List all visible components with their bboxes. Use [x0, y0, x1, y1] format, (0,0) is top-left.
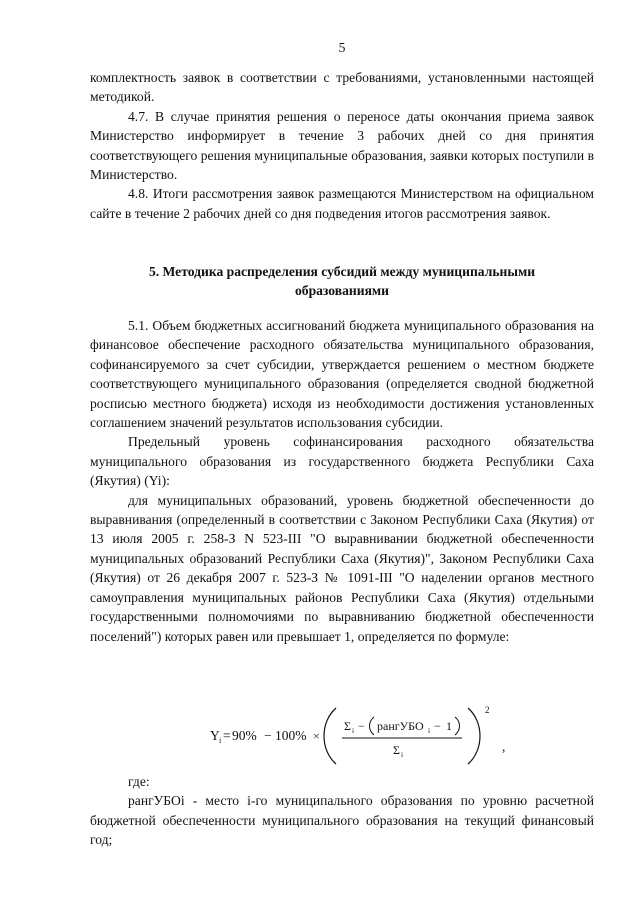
rank-minus: − — [434, 719, 441, 733]
definitions — [90, 772, 594, 850]
formula-term1: 90% — [232, 728, 257, 743]
formula-lhs-sub: i — [219, 736, 222, 745]
outer-left-paren — [324, 708, 336, 764]
num-minus: − — [358, 719, 365, 733]
paragraph-conditions: для муниципальных образований, уровень бюджетной обеспеченности до выравнивания (определенный в соответствии с Законом Республики Саха (Якутия) от 13 июля 2005 г. 258-З N 523-III "О выравнивании бюджетной обеспеченности муниципальных образований Республики Саха (Якутия)", Законом Республики Саха (Якутия) от 26 декабря 2007 г. 523-З № 1091-III "О наделении органов местного самоуправления муниципальных районов Республики Саха (Якутия) отдельными государственными полномочиями по выравниванию бюджетной обеспеченности поселений") которых равен или превышает 1, определяется по формуле: — [90, 492, 594, 644]
formula — [90, 698, 594, 768]
den-sigma-sub: i — [401, 750, 404, 759]
paragraph-4-8: 4.8. Итоги рассмотрения заявок размещаются Министерством на официальном сайте в течение 2 рабочих дней со дня подведения итогов рассмотрения заявок. — [90, 186, 594, 221]
section-heading-wrap — [108, 262, 576, 300]
num-sigma: Σ — [344, 719, 351, 733]
formula-equals: = — [223, 728, 231, 743]
formula-power: 2 — [485, 705, 490, 715]
definition-rank: рангУБОi - место i-го муниципального образования по уровню расчетной бюджетной обеспеченности муниципального образования на текущий финансовый год; — [90, 793, 594, 848]
outer-right-paren — [468, 708, 480, 764]
section-heading: 5. Методика распределения субсидий между муниципальными образованиями — [148, 264, 536, 298]
top-paragraphs — [90, 68, 594, 223]
formula-times: × — [313, 729, 320, 743]
formula-term2: 100% — [275, 728, 307, 743]
paragraph-continuation: комплектность заявок в соответствии с требованиями, установленными настоящей методикой. — [90, 70, 594, 105]
inner-left-paren — [370, 717, 375, 735]
num-sigma-sub: i — [352, 726, 355, 735]
paragraph-limit-level: Предельный уровень софинансирования расходного обязательства муниципального образования из государственного бюджета Республики Саха (Якутия) (Yi): — [90, 434, 594, 489]
rank-sub: i — [428, 726, 431, 735]
inner-right-paren — [455, 717, 460, 735]
formula-lhs: Y — [210, 728, 220, 743]
paragraph-4-7: 4.7. В случае принятия решения о переносе даты окончания приема заявок Министерство информирует в течение 3 рабочих дней со дня принятия соответствующего решения муниципальные образования, заявки которых поступили в Министерство. — [90, 108, 594, 183]
page-number: 5 — [338, 40, 346, 55]
formula-trailing-comma: , — [502, 739, 506, 754]
rank-one: 1 — [446, 719, 452, 733]
section-paragraphs — [90, 316, 594, 646]
where-label: где: — [128, 774, 150, 789]
formula-minus: − — [264, 728, 272, 743]
den-sigma: Σ — [393, 743, 400, 757]
paragraph-5-1: 5.1. Объем бюджетных ассигнований бюджета муниципального образования на финансовое обеспечение расходного обязательства муниципального образования, софинансируемого за счет субсидии, утверждается решением о местном бюджете соответствующего муниципального образования (определяется сводной бюджетной росписью местного бюджета) исходя из необходимости достижения установленных соглашением значений результатов использования субсидии. — [90, 318, 594, 431]
rank-label: рангУБО — [377, 719, 424, 733]
